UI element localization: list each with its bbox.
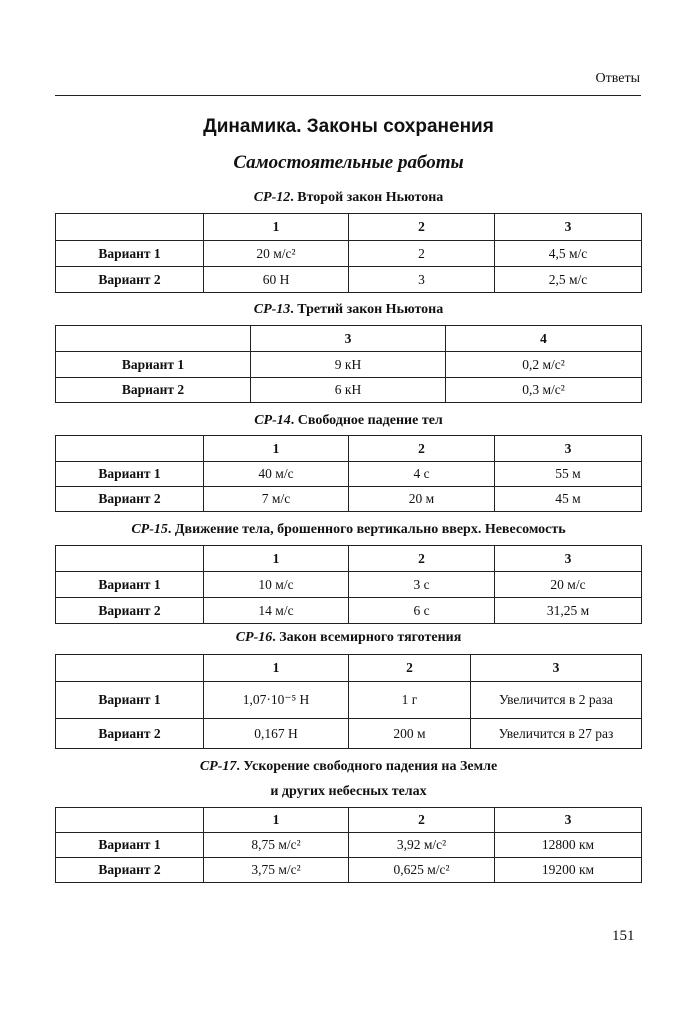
answer-cell: 3 [349, 267, 495, 293]
column-header: 2 [349, 546, 495, 572]
variant-label: Вариант 2 [56, 719, 204, 749]
answer-cell: 20 м [349, 487, 495, 512]
table-header-row [56, 214, 642, 241]
table-caption [0, 522, 697, 538]
column-header [56, 436, 204, 462]
column-header: 1 [204, 655, 349, 682]
work-code: СР-12 [253, 190, 291, 205]
answer-cell: 6 кН [251, 378, 446, 403]
page-title: Динамика. Законы сохранения [203, 116, 494, 137]
table-row [56, 352, 642, 378]
answer-cell: 9 кН [251, 352, 446, 378]
column-header: 1 [204, 808, 349, 833]
answer-cell: 0,167 Н [204, 719, 349, 749]
answers-table [55, 213, 642, 293]
answer-cell: 45 м [495, 487, 642, 512]
table-header-row [56, 655, 642, 682]
table-caption [0, 413, 697, 429]
answer-cell: 8,75 м/с² [204, 833, 349, 858]
answers-table [55, 325, 642, 403]
answers-table [55, 654, 642, 749]
answer-cell: 1 г [349, 682, 471, 719]
answer-cell: Увеличится в 2 раза [471, 682, 642, 719]
table-header-row [56, 546, 642, 572]
work-code: СР-15 [131, 522, 168, 537]
work-title: . Движение тела, брошенного вертикально вверх. Невесомость [167, 522, 566, 537]
column-header: 1 [204, 436, 349, 462]
column-header: 3 [251, 326, 446, 352]
table-row [56, 378, 642, 403]
work-code: СР-17 [199, 759, 237, 774]
work-title: . Закон всемирного тяготения [272, 630, 462, 645]
work-title: . Свободное падение тел [290, 413, 443, 428]
table-row [56, 719, 642, 749]
work-code: СР-13 [253, 302, 291, 317]
work-title: . Второй закон Ньютона [290, 190, 444, 205]
column-header: 4 [446, 326, 642, 352]
work-code: СР-16 [235, 630, 273, 645]
variant-label: Вариант 1 [56, 572, 204, 598]
variant-label: Вариант 1 [56, 462, 204, 487]
answer-cell: 1,07·10⁻⁵ Н [204, 682, 349, 719]
table-header-row [56, 436, 642, 462]
table-row [56, 572, 642, 598]
work-title-continued: и других небесных телах [270, 784, 427, 799]
running-head: Ответы [595, 71, 640, 86]
answer-cell: 0,3 м/с² [446, 378, 642, 403]
answer-cell: 3 с [349, 572, 495, 598]
table-row [56, 462, 642, 487]
answer-cell: 20 м/с [495, 572, 642, 598]
table-row [56, 241, 642, 267]
table-row [56, 487, 642, 512]
column-header [56, 546, 204, 572]
answers-table [55, 435, 642, 512]
variant-label: Вариант 2 [56, 267, 204, 293]
column-header: 2 [349, 436, 495, 462]
answer-cell: 31,25 м [495, 598, 642, 624]
answer-cell: 0,625 м/с² [349, 858, 495, 883]
column-header [56, 655, 204, 682]
table-row [56, 682, 642, 719]
answers-table [55, 807, 642, 883]
answer-cell: 19200 км [495, 858, 642, 883]
column-header: 3 [495, 808, 642, 833]
column-header: 1 [204, 214, 349, 241]
work-title: . Третий закон Ньютона [290, 302, 444, 317]
answer-cell: 6 с [349, 598, 495, 624]
variant-label: Вариант 1 [56, 682, 204, 719]
section-subtitle: Самостоятельные работы [233, 152, 464, 173]
variant-label: Вариант 1 [56, 352, 251, 378]
column-header: 2 [349, 655, 471, 682]
table-caption [0, 759, 697, 775]
answer-cell: 10 м/с [204, 572, 349, 598]
answer-cell: 3,92 м/с² [349, 833, 495, 858]
column-header: 3 [495, 546, 642, 572]
table-header-row [56, 808, 642, 833]
table-header-row [56, 326, 642, 352]
answer-cell: Увеличится в 27 раз [471, 719, 642, 749]
table-row [56, 833, 642, 858]
column-header: 3 [495, 214, 642, 241]
answer-cell: 60 Н [204, 267, 349, 293]
table-caption [0, 302, 697, 318]
work-code: СР-14 [254, 413, 291, 428]
column-header [56, 326, 251, 352]
table-row [56, 598, 642, 624]
answer-cell: 20 м/с² [204, 241, 349, 267]
table-caption [0, 190, 697, 206]
variant-label: Вариант 2 [56, 487, 204, 512]
column-header [56, 214, 204, 241]
answer-cell: 14 м/с [204, 598, 349, 624]
variant-label: Вариант 1 [56, 241, 204, 267]
table-caption [0, 630, 697, 646]
answer-cell: 55 м [495, 462, 642, 487]
answer-cell: 12800 км [495, 833, 642, 858]
answer-cell: 40 м/с [204, 462, 349, 487]
variant-label: Вариант 1 [56, 833, 204, 858]
variant-label: Вариант 2 [56, 858, 204, 883]
variant-label: Вариант 2 [56, 598, 204, 624]
answer-cell: 4 с [349, 462, 495, 487]
column-header: 3 [471, 655, 642, 682]
column-header [56, 808, 204, 833]
answer-cell: 4,5 м/с [495, 241, 642, 267]
work-title: . Ускорение свободного падения на Земле [236, 759, 498, 774]
column-header: 2 [349, 808, 495, 833]
answer-cell: 7 м/с [204, 487, 349, 512]
column-header: 3 [495, 436, 642, 462]
answer-cell: 2 [349, 241, 495, 267]
answer-cell: 3,75 м/с² [204, 858, 349, 883]
answer-cell: 200 м [349, 719, 471, 749]
table-row [56, 267, 642, 293]
answer-cell: 0,2 м/с² [446, 352, 642, 378]
answers-table [55, 545, 642, 624]
column-header: 1 [204, 546, 349, 572]
answer-cell: 2,5 м/с [495, 267, 642, 293]
page-number: 151 [612, 928, 635, 944]
header-rule [55, 95, 641, 96]
column-header: 2 [349, 214, 495, 241]
table-row [56, 858, 642, 883]
variant-label: Вариант 2 [56, 378, 251, 403]
